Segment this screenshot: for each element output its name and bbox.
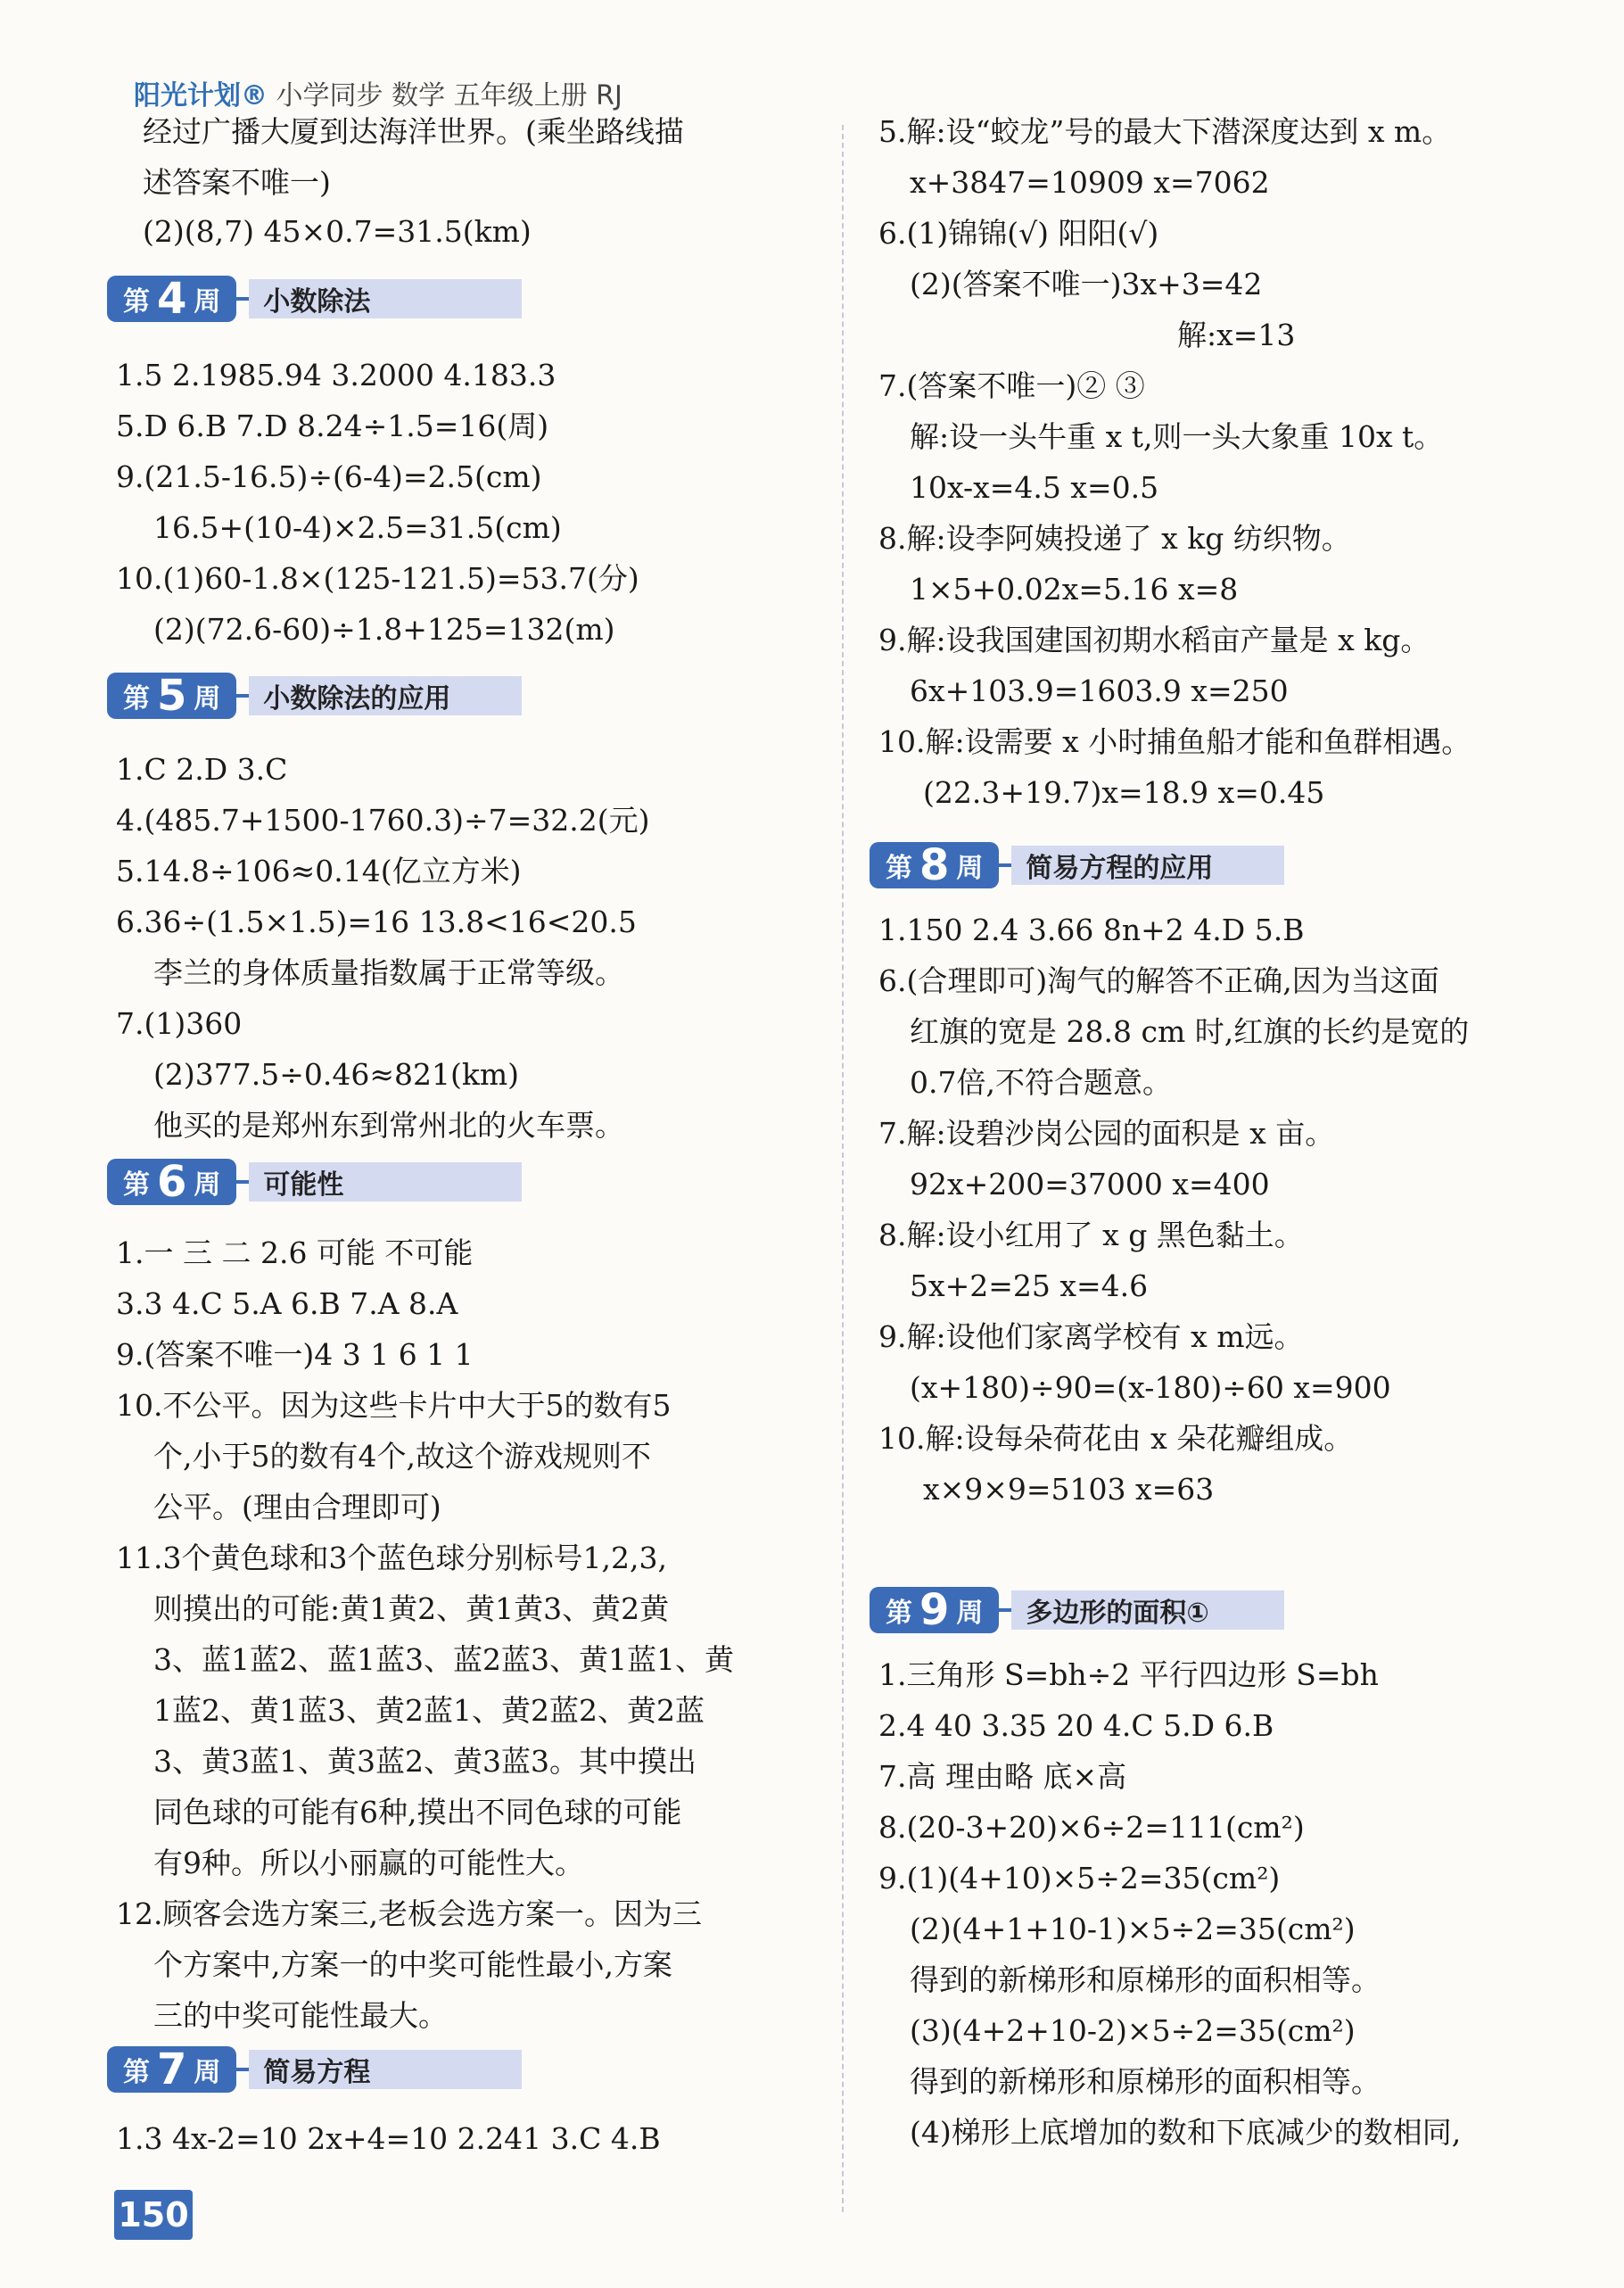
answer-line: (2)377.5÷0.46≈821(km) bbox=[153, 1057, 520, 1092]
week-label: 第 bbox=[123, 683, 150, 714]
answer-line: (2)(答案不唯一)3x+3=42 bbox=[910, 267, 1263, 301]
answer-line: 8.(20-3+20)×6÷2=111(cm²) bbox=[878, 1810, 1305, 1845]
answer-line: 红旗的宽是 28.8 cm 时,红旗的长约是宽的 bbox=[910, 1014, 1470, 1049]
week-number: 6 bbox=[157, 1157, 187, 1207]
answer-line: 经过广播大厦到达海洋世界。(乘坐路线描 bbox=[143, 114, 684, 149]
answer-line: 得到的新梯形和原梯形的面积相等。 bbox=[910, 1962, 1381, 1997]
week-label: 第 bbox=[886, 853, 912, 884]
week-title: 可能性 bbox=[249, 1162, 522, 1202]
week-number: 5 bbox=[157, 671, 187, 721]
answer-line: 2.4 40 3.35 20 4.C 5.D 6.B bbox=[878, 1708, 1274, 1743]
answer-line: 有9种。所以小丽赢的可能性大。 bbox=[153, 1846, 584, 1880]
week-badge bbox=[107, 1159, 236, 1205]
week-label: 第 bbox=[123, 286, 150, 318]
week-dash bbox=[990, 1608, 1011, 1612]
week-header bbox=[107, 2046, 522, 2093]
answer-line: (4)梯形上底增加的数和下底减少的数相同, bbox=[910, 2115, 1462, 2150]
week-unit: 周 bbox=[956, 853, 984, 884]
page-number: 150 bbox=[114, 2190, 193, 2240]
week-label: 第 bbox=[123, 1169, 150, 1201]
answer-line: 三的中奖可能性最大。 bbox=[153, 1998, 448, 2033]
answer-line: 6.(1)锦锦(√) 阳阳(√) bbox=[878, 216, 1159, 251]
answer-line: 6x+103.9=1603.9 x=250 bbox=[910, 673, 1289, 708]
answer-line: 8.解:设小红用了 x g 黑色黏土。 bbox=[878, 1218, 1304, 1252]
week-unit: 周 bbox=[194, 683, 221, 714]
answer-line: 1.150 2.4 3.66 8n+2 4.D 5.B bbox=[878, 913, 1305, 947]
answer-line: 0.7倍,不符合题意。 bbox=[910, 1065, 1172, 1100]
answer-line: 4.(485.7+1500-1760.3)÷7=32.2(元) bbox=[116, 803, 650, 838]
answer-line: 1.C 2.D 3.C bbox=[116, 752, 288, 787]
answer-line: 5.D 6.B 7.D 8.24÷1.5=16(周) bbox=[116, 409, 549, 443]
answer-line: 7.(1)360 bbox=[116, 1006, 243, 1041]
week-header bbox=[870, 842, 1284, 888]
week-badge bbox=[107, 2046, 236, 2093]
answer-line: 7.高 理由略 底×高 bbox=[878, 1759, 1127, 1794]
week-label: 第 bbox=[886, 1598, 912, 1629]
brand-name: 阳光计划® bbox=[134, 80, 268, 112]
column-divider bbox=[842, 125, 844, 2212]
week-badge bbox=[870, 1587, 999, 1633]
answer-line: 10.解:设每朵荷花由 x 朵花瓣组成。 bbox=[878, 1421, 1354, 1456]
week-badge bbox=[870, 842, 999, 888]
week-dash bbox=[990, 863, 1011, 867]
answer-line: 1×5+0.02x=5.16 x=8 bbox=[910, 572, 1239, 607]
week-unit: 周 bbox=[956, 1598, 984, 1629]
answer-line: 9.(答案不唯一)4 3 1 6 1 1 bbox=[116, 1337, 474, 1372]
answer-line: 9.(21.5-16.5)÷(6-4)=2.5(cm) bbox=[116, 459, 542, 494]
answer-line: 3、蓝1蓝2、蓝1蓝3、蓝2蓝3、黄1蓝1、黄 bbox=[153, 1642, 734, 1677]
answer-line: 5.解:设“蛟龙”号的最大下潜深度达到 x m。 bbox=[878, 114, 1452, 149]
answer-line: 1.三角形 S=bh÷2 平行四边形 S=bh bbox=[878, 1657, 1379, 1692]
answer-line: (3)(4+2+10-2)×5÷2=35(cm²) bbox=[910, 2013, 1356, 2048]
week-dash bbox=[227, 297, 249, 301]
answer-line: 6.36÷(1.5×1.5)=16 13.8<16<20.5 bbox=[116, 904, 637, 939]
week-label: 第 bbox=[123, 2057, 150, 2088]
week-unit: 周 bbox=[194, 2057, 221, 2088]
answer-line: 得到的新梯形和原梯形的面积相等。 bbox=[910, 2064, 1381, 2099]
week-unit: 周 bbox=[194, 1169, 221, 1201]
week-number: 8 bbox=[919, 840, 950, 890]
answer-line: 解:x=13 bbox=[1177, 318, 1296, 352]
answer-line: 92x+200=37000 x=400 bbox=[910, 1167, 1270, 1202]
answer-line: (22.3+19.7)x=18.9 x=0.45 bbox=[923, 775, 1325, 810]
answer-line: (2)(8,7) 45×0.7=31.5(km) bbox=[143, 214, 532, 249]
answer-line: 3.3 4.C 5.A 6.B 7.A 8.A bbox=[116, 1286, 458, 1321]
answer-line: 12.顾客会选方案三,老板会选方案一。因为三 bbox=[116, 1896, 702, 1931]
answer-line: 他买的是郑州东到常州北的火车票。 bbox=[153, 1108, 624, 1143]
week-badge bbox=[107, 673, 236, 719]
answer-line: 1.一 三 二 2.6 可能 不可能 bbox=[116, 1235, 474, 1270]
answer-line: 9.(1)(4+10)×5÷2=35(cm²) bbox=[878, 1861, 1281, 1896]
book-subtitle: 小学同步 数学 五年级上册 RJ bbox=[276, 80, 622, 112]
answer-line: 10.(1)60-1.8×(125-121.5)=53.7(分) bbox=[116, 561, 639, 596]
answer-line: 10.解:设需要 x 小时捕鱼船才能和鱼群相遇。 bbox=[878, 724, 1471, 759]
week-title: 小数除法的应用 bbox=[249, 676, 522, 715]
answer-line: 16.5+(10-4)×2.5=31.5(cm) bbox=[153, 510, 562, 545]
answer-line: 1.3 4x-2=10 2x+4=10 2.241 3.C 4.B bbox=[116, 2121, 661, 2156]
answer-line: 1.5 2.1985.94 3.2000 4.183.3 bbox=[116, 358, 556, 392]
week-title: 多边形的面积① bbox=[1011, 1590, 1284, 1630]
week-header bbox=[107, 276, 522, 322]
answer-line: 6.(合理即可)淘气的解答不正确,因为当这面 bbox=[878, 963, 1439, 998]
week-title: 简易方程的应用 bbox=[1011, 846, 1284, 885]
answer-line: 则摸出的可能:黄1黄2、黄1黄3、黄2黄 bbox=[153, 1591, 670, 1626]
answer-line: (2)(4+1+10-1)×5÷2=35(cm²) bbox=[910, 1912, 1356, 1946]
answer-line: 8.解:设李阿姨投递了 x kg 纺织物。 bbox=[878, 521, 1351, 556]
week-dash bbox=[227, 2068, 249, 2071]
answer-line: 解:设一头牛重 x t,则一头大象重 10x t。 bbox=[910, 419, 1444, 454]
answer-line: x+3847=10909 x=7062 bbox=[910, 165, 1270, 200]
answer-line: 7.解:设碧沙岗公园的面积是 x 亩。 bbox=[878, 1116, 1335, 1151]
answer-line: 李兰的身体质量指数属于正常等级。 bbox=[153, 955, 624, 990]
page-header bbox=[134, 73, 622, 112]
answer-line: x×9×9=5103 x=63 bbox=[923, 1472, 1215, 1507]
week-unit: 周 bbox=[194, 286, 221, 318]
answer-line: 10x-x=4.5 x=0.5 bbox=[910, 470, 1159, 505]
answer-line: 9.解:设我国建国初期水稻亩产量是 x kg。 bbox=[878, 623, 1430, 657]
answer-line: 述答案不唯一) bbox=[143, 165, 331, 200]
answer-line: 公平。(理由合理即可) bbox=[153, 1490, 441, 1524]
answer-line: 5x+2=25 x=4.6 bbox=[910, 1268, 1149, 1303]
week-dash bbox=[227, 694, 249, 698]
week-dash bbox=[227, 1180, 249, 1184]
week-number: 9 bbox=[919, 1585, 950, 1635]
answer-line: 个方案中,方案一的中奖可能性最小,方案 bbox=[153, 1947, 672, 1982]
week-header bbox=[870, 1587, 1284, 1633]
week-title: 简易方程 bbox=[249, 2050, 522, 2089]
week-header bbox=[107, 1159, 522, 1205]
answer-line: 11.3个黄色球和3个蓝色球分别标号1,2,3, bbox=[116, 1540, 667, 1575]
answer-line: (x+180)÷90=(x-180)÷60 x=900 bbox=[910, 1370, 1391, 1405]
week-badge bbox=[107, 276, 236, 322]
answer-line: 9.解:设他们家离学校有 x m远。 bbox=[878, 1319, 1304, 1354]
answer-line: 同色球的可能有6种,摸出不同色球的可能 bbox=[153, 1795, 682, 1830]
answer-line: (2)(72.6-60)÷1.8+125=132(m) bbox=[153, 612, 615, 647]
answer-line: 7.(答案不唯一)② ③ bbox=[878, 368, 1145, 403]
answer-line: 1蓝2、黄1蓝3、黄2蓝1、黄2蓝2、黄2蓝 bbox=[153, 1693, 705, 1728]
week-number: 7 bbox=[157, 2044, 187, 2094]
answer-line: 3、黄3蓝1、黄3蓝2、黄3蓝3。其中摸出 bbox=[153, 1744, 697, 1779]
week-header bbox=[107, 673, 522, 719]
answer-line: 个,小于5的数有4个,故这个游戏规则不 bbox=[153, 1439, 651, 1474]
answer-line: 5.14.8÷106≈0.14(亿立方米) bbox=[116, 854, 522, 888]
week-number: 4 bbox=[157, 274, 187, 324]
week-title: 小数除法 bbox=[249, 279, 522, 318]
answer-line: 10.不公平。因为这些卡片中大于5的数有5 bbox=[116, 1388, 672, 1423]
